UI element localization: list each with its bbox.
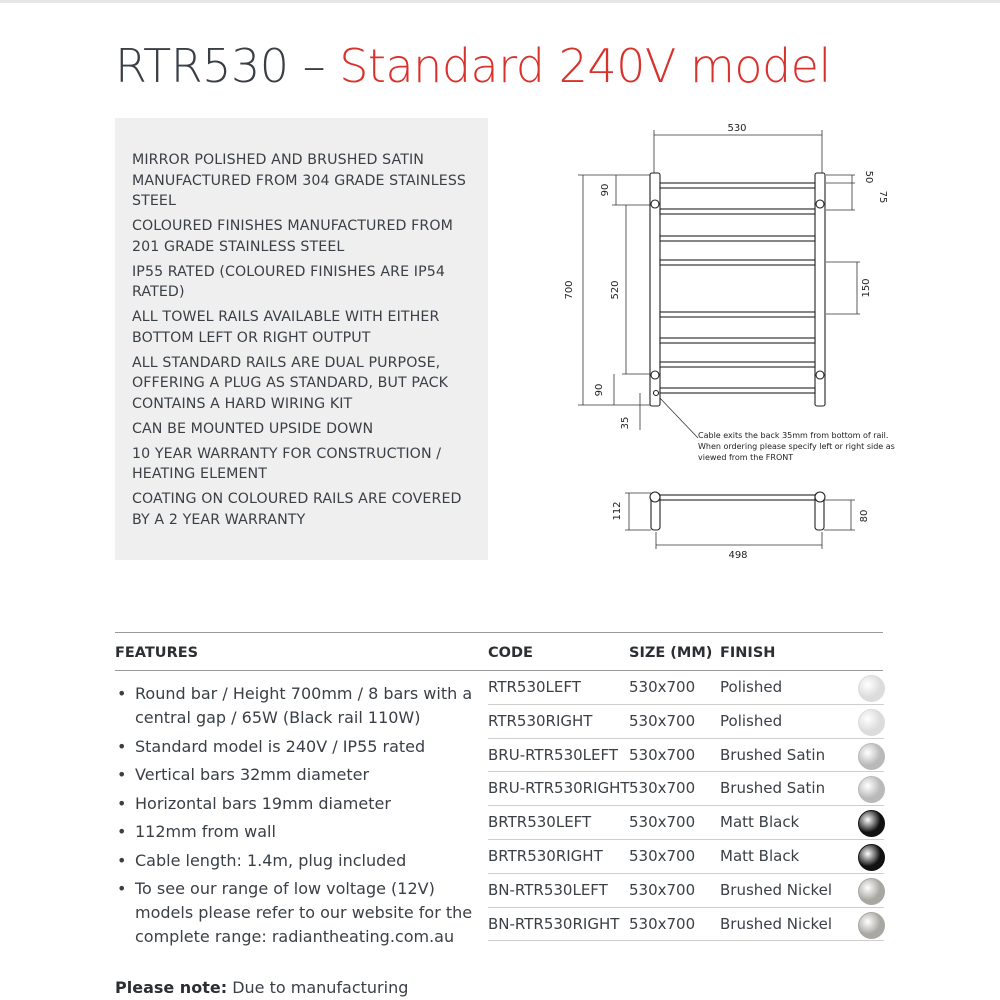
code-cell: BN-RTR530RIGHT — [488, 914, 620, 933]
finish-swatch — [858, 844, 885, 871]
spec-list — [132, 150, 482, 535]
feature-item: • To see our range of low voltage (12V) models please refer to our website for the complete range: radiantheating.com.au — [115, 877, 475, 949]
spec-item: MIRROR POLISHED AND BRUSHED SATIN MANUFACTURED FROM 304 GRADE STAINLESS STEEL — [132, 152, 467, 209]
table-row — [488, 806, 884, 840]
note-label: Please note: — [115, 978, 228, 997]
dim-central-gap-label: 150 — [861, 278, 872, 298]
size-cell: 530x700 — [629, 678, 696, 696]
finish-header: FINISH — [720, 645, 776, 661]
size-cell: 530x700 — [629, 813, 696, 832]
cable-note-line: Cable exits the back 35mm from bottom of rail. — [698, 431, 889, 440]
towel-bar — [660, 338, 815, 343]
technical-drawing — [560, 110, 960, 580]
cable-note-line: When ordering please specify left or right side as — [698, 442, 895, 451]
dim-bottom-gap-label: 90 — [594, 383, 605, 397]
table-top-rule — [115, 632, 883, 633]
finish-cell: Polished — [720, 678, 783, 696]
finish-cell: Matt Black — [720, 846, 800, 865]
feature-item: • 112mm from wall — [115, 820, 475, 844]
code-cell: BRTR530LEFT — [488, 813, 592, 832]
spec-item: ALL STANDARD RAILS ARE DUAL PURPOSE, OFFERING A PLUG AS STANDARD, BUT PACK CONTAINS A HARD WIRING KIT — [132, 354, 449, 412]
towel-bar — [660, 236, 815, 241]
towel-bar — [660, 312, 815, 317]
table-row — [488, 874, 884, 908]
table-row — [488, 671, 884, 705]
code-cell: BRU-RTR530LEFT — [488, 745, 619, 764]
feature-item: • Standard model is 240V / IP55 rated — [115, 735, 475, 759]
finish-swatch — [858, 810, 885, 837]
finish-swatch — [858, 912, 885, 939]
towel-bar — [660, 388, 815, 393]
cable-exit — [654, 391, 659, 396]
dim-width-label: 530 — [727, 123, 747, 134]
dim-inner-label: 520 — [610, 280, 621, 300]
side-bar-end — [815, 492, 825, 502]
code-cell: BRTR530RIGHT — [488, 846, 603, 865]
finish-cell: Matt Black — [720, 813, 800, 832]
finish-cell: Polished — [720, 711, 783, 730]
code-cell: RTR530RIGHT — [488, 711, 593, 730]
product-table — [488, 671, 884, 941]
size-cell: 530x700 — [629, 779, 696, 798]
page-title — [115, 38, 831, 94]
dim-right-top-label: 50 — [863, 170, 874, 184]
towel-bar — [660, 260, 815, 265]
wall-bracket — [816, 371, 824, 379]
features-list — [115, 682, 475, 954]
note-text: Due to manufacturing — [232, 978, 409, 997]
finish-cell: Brushed Satin — [720, 779, 826, 798]
model-subtitle: Standard 240V model — [339, 39, 831, 93]
spec-item: ALL TOWEL RAILS AVAILABLE WITH EITHER BOTTOM LEFT OR RIGHT OUTPUT — [132, 309, 440, 346]
spec-item: COATING ON COLOURED RAILS ARE COVERED BY A 2 YEAR WARRANTY — [132, 491, 462, 528]
feature-item: • Vertical bars 32mm diameter — [115, 763, 475, 787]
finish-swatch — [858, 776, 885, 803]
finish-swatch — [858, 709, 885, 736]
dim-top-gap-label: 90 — [600, 183, 611, 197]
table-row — [488, 908, 884, 942]
table-row — [488, 772, 884, 806]
dim-depth-label: 112 — [612, 501, 623, 521]
spec-item: IP55 RATED (COLOURED FINISHES ARE IP54 RATED) — [132, 263, 445, 300]
spec-item: CAN BE MOUNTED UPSIDE DOWN — [132, 420, 374, 437]
size-cell: 530x700 — [629, 914, 696, 933]
note — [115, 976, 408, 1000]
finish-swatch — [858, 743, 885, 770]
code-header: CODE — [488, 645, 533, 661]
feature-item: • Cable length: 1.4m, plug included — [115, 849, 475, 873]
code-cell: RTR530LEFT — [488, 678, 581, 696]
side-bar-end — [650, 492, 660, 502]
dim-side-width-label: 498 — [728, 550, 748, 561]
wall-bracket — [651, 371, 659, 379]
size-cell: 530x700 — [629, 880, 696, 899]
table-row — [488, 705, 884, 739]
finish-cell: Brushed Satin — [720, 745, 826, 764]
feature-item: • Horizontal bars 19mm diameter — [115, 792, 475, 816]
feature-item: • Round bar / Height 700mm / 8 bars with a central gap / 65W (Black rail 110W) — [115, 682, 475, 730]
size-cell: 530x700 — [629, 745, 696, 764]
towel-bar — [660, 183, 815, 188]
top-rule — [0, 0, 1000, 3]
title-dash: – — [302, 39, 326, 93]
dim-bracket-depth-label: 80 — [859, 509, 870, 523]
dim-right-second-label: 75 — [877, 190, 888, 204]
front-view — [650, 173, 825, 406]
towel-bar — [660, 362, 815, 367]
spec-box — [115, 118, 488, 560]
towel-bar — [660, 209, 815, 214]
wall-bracket — [651, 200, 659, 208]
spec-item: 10 YEAR WARRANTY FOR CONSTRUCTION / HEATING ELEMENT — [132, 445, 442, 482]
finish-swatch — [858, 675, 885, 702]
table-row — [488, 840, 884, 874]
spec-item: COLOURED FINISHES MANUFACTURED FROM 201 GRADE STAINLESS STEEL — [132, 218, 453, 255]
wall-bracket — [816, 200, 824, 208]
finish-cell: Brushed Nickel — [720, 914, 832, 933]
table-row — [488, 739, 884, 773]
features-header: FEATURES — [115, 645, 199, 661]
dim-height-label: 700 — [564, 280, 575, 300]
code-cell: BRU-RTR530RIGHT — [488, 779, 630, 798]
finish-swatch — [858, 878, 885, 905]
side-bar — [655, 495, 821, 500]
size-header: SIZE (MM) — [629, 645, 713, 661]
cable-note-line: viewed from the FRONT — [698, 453, 794, 462]
size-cell: 530x700 — [629, 711, 696, 730]
model-name: RTR530 — [115, 39, 289, 93]
dim-bottom-offset-label: 35 — [620, 416, 631, 430]
finish-cell: Brushed Nickel — [720, 880, 832, 899]
side-view — [650, 492, 825, 530]
size-cell: 530x700 — [629, 846, 696, 865]
code-cell: BN-RTR530LEFT — [488, 880, 608, 899]
